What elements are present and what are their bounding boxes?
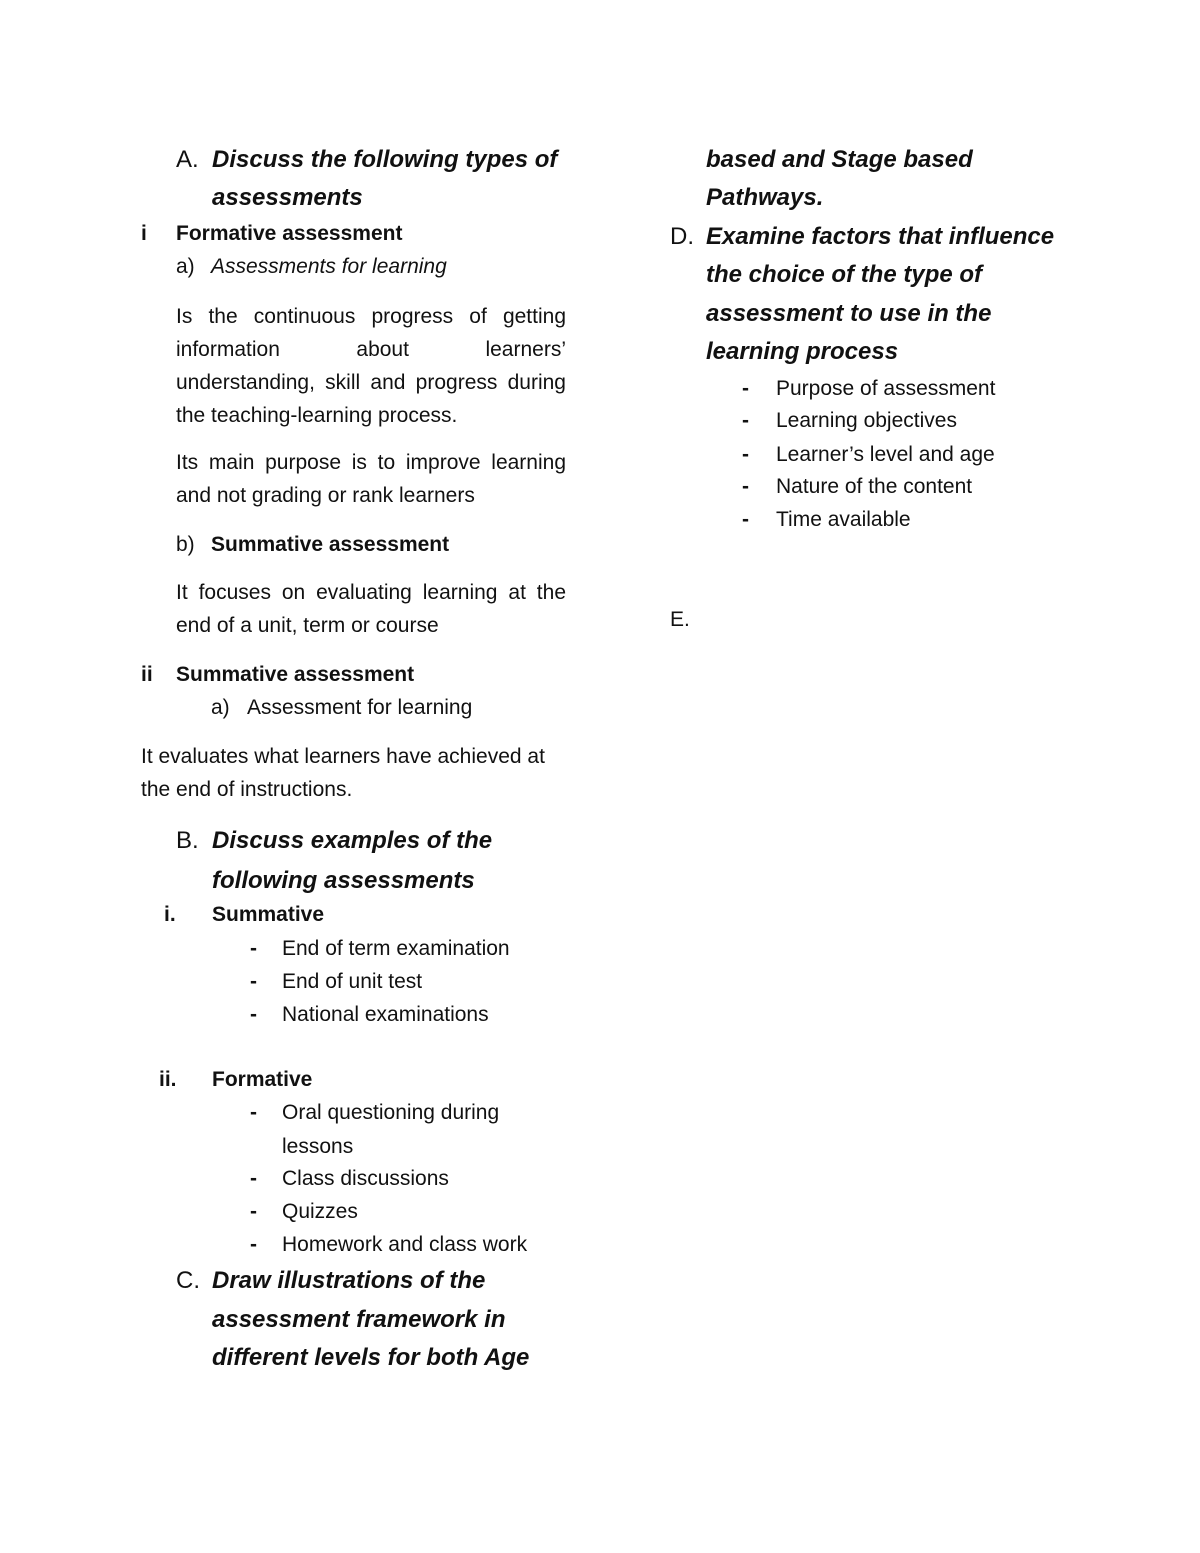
section-c-heading-line2: assessment framework in <box>212 1306 506 1333</box>
section-b-heading-line1: Discuss examples of the <box>212 827 493 854</box>
subsection-b-ii-marker: ii. <box>159 1068 177 1091</box>
section-a-heading-line2: assessments <box>212 184 363 211</box>
list-item: Homework and class work <box>282 1233 528 1256</box>
paragraph-purpose: Its main purpose is to improve learning and not grading or rank learners <box>176 451 566 507</box>
item-ii-a-marker: a) <box>211 696 230 719</box>
list-item: Time available <box>776 508 911 531</box>
subsection-ii-title: Summative assessment <box>176 663 415 686</box>
subsection-b-i-marker: i. <box>164 903 176 926</box>
list-item: Learner’s level and age <box>776 443 995 466</box>
list-item: Quizzes <box>282 1200 358 1223</box>
section-c-heading-line1: Draw illustrations of the <box>212 1267 486 1294</box>
list-bullet: - <box>742 475 749 498</box>
section-c-heading-line5: Pathways. <box>706 184 824 211</box>
list-bullet: - <box>250 1003 257 1026</box>
paragraph-evaluates-line1: It evaluates what learners have achieved at <box>141 745 545 768</box>
item-i-b-text: Summative assessment <box>211 533 450 556</box>
list-bullet: - <box>250 1167 257 1190</box>
section-c-marker: C. <box>176 1267 200 1294</box>
list-item: Nature of the content <box>776 475 973 498</box>
list-bullet: - <box>250 970 257 993</box>
item-ii-a-text: Assessment for learning <box>247 696 473 719</box>
list-item: National examinations <box>282 1003 489 1026</box>
subsection-b-i-title: Summative <box>212 903 325 926</box>
item-i-b-marker: b) <box>176 533 195 556</box>
section-e-marker: E. <box>670 608 690 631</box>
list-bullet: - <box>250 1200 257 1223</box>
list-bullet: - <box>742 508 749 531</box>
list-item: End of term examination <box>282 937 510 960</box>
list-bullet: - <box>742 377 749 400</box>
list-bullet: - <box>250 1233 257 1256</box>
list-item: Purpose of assessment <box>776 377 996 400</box>
section-c-heading-line3: different levels for both Age <box>212 1344 530 1371</box>
section-d-heading-line3: assessment to use in the <box>706 300 992 327</box>
item-i-a-text: Assessments for learning <box>211 255 447 278</box>
subsection-i-title: Formative assessment <box>176 222 403 245</box>
section-d-heading-line2: the choice of the type of <box>706 261 983 288</box>
list-bullet: - <box>742 443 749 466</box>
section-a-marker: A. <box>176 146 199 173</box>
list-item: Class discussions <box>282 1167 449 1190</box>
section-c-heading-line4: based and Stage based <box>706 146 973 173</box>
section-d-heading-line4: learning process <box>706 338 899 365</box>
list-item-continuation: lessons <box>282 1135 354 1158</box>
paragraph-evaluates-line2: the end of instructions. <box>141 778 353 801</box>
list-item: Oral questioning during <box>282 1101 500 1124</box>
section-b-heading-line2: following assessments <box>212 867 475 894</box>
section-d-marker: D. <box>670 223 694 250</box>
list-bullet: - <box>250 1101 257 1124</box>
item-i-a-marker: a) <box>176 255 195 278</box>
list-bullet: - <box>250 937 257 960</box>
section-d-heading-line1: Examine factors that influence <box>706 223 1055 250</box>
subsection-i-marker: i <box>141 222 147 245</box>
paragraph-summative-focus: It focuses on evaluating learning at the end of a unit, term or course <box>176 581 566 637</box>
list-item: Learning objectives <box>776 409 957 432</box>
paragraph-definition: Is the continuous progress of getting information about learners’ understanding, skill and progress during the teaching-learning process. <box>176 305 566 427</box>
subsection-ii-marker: ii <box>141 663 153 686</box>
section-b-marker: B. <box>176 827 199 854</box>
list-bullet: - <box>742 409 749 432</box>
list-item: End of unit test <box>282 970 423 993</box>
section-a-heading-line1: Discuss the following types of <box>212 146 558 173</box>
subsection-b-ii-title: Formative <box>212 1068 313 1091</box>
